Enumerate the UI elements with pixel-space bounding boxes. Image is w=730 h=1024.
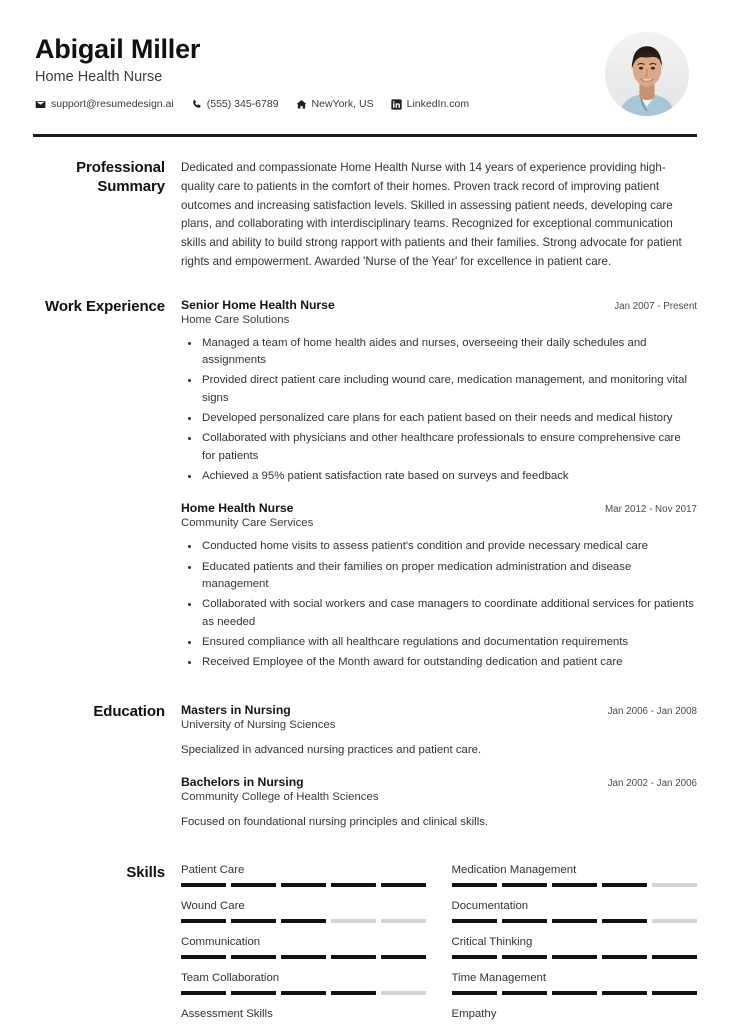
education-entry bbox=[181, 703, 697, 759]
education-institution: University of Nursing Sciences bbox=[181, 718, 336, 731]
skill-level-segment bbox=[602, 955, 647, 959]
skill-level-segment bbox=[502, 883, 547, 887]
skill-level-segment bbox=[502, 919, 547, 923]
skill-level-segment bbox=[281, 991, 326, 995]
skill-name: Empathy bbox=[451, 1007, 497, 1020]
skill-item bbox=[452, 972, 698, 1008]
skill-level-segment bbox=[181, 991, 226, 995]
skill-level-bar bbox=[452, 991, 698, 995]
list-item: Educated patients and their families on proper medication administration and disease management bbox=[181, 559, 697, 594]
contact-location[interactable] bbox=[296, 98, 374, 110]
skill-level-segment bbox=[552, 955, 597, 959]
skill-level-segment bbox=[231, 991, 276, 995]
list-item: Collaborated with social workers and case managers to coordinate additional services for patients as needed bbox=[181, 596, 697, 631]
list-item: Managed a team of home health aides and nurses, overseeing their daily schedules and assignments bbox=[181, 335, 697, 370]
experience-entry bbox=[181, 501, 697, 671]
skill-level-segment bbox=[181, 955, 226, 959]
skill-level-segment bbox=[381, 883, 426, 887]
skills-grid bbox=[181, 864, 697, 1024]
skill-level-segment bbox=[181, 883, 226, 887]
section-skills bbox=[33, 864, 697, 1024]
list-item: Achieved a 95% patient satisfaction rate based on surveys and feedback bbox=[181, 468, 697, 485]
page-title: Abigail Miller bbox=[35, 34, 201, 64]
avatar bbox=[605, 32, 689, 116]
skill-level-bar bbox=[181, 919, 427, 923]
skill-level-segment bbox=[502, 991, 547, 995]
summary-body bbox=[181, 159, 697, 272]
contact-linkedin-text: LinkedIn.com bbox=[406, 98, 470, 111]
section-title-skills: Skills bbox=[126, 863, 165, 881]
list-item: Collaborated with physicians and other healthcare professionals to ensure comprehensive care for patients bbox=[181, 430, 697, 465]
experience-bullet-list bbox=[181, 538, 697, 671]
skill-level-segment bbox=[602, 883, 647, 887]
skill-level-segment bbox=[502, 955, 547, 959]
skill-level-segment bbox=[552, 883, 597, 887]
skill-item bbox=[452, 936, 698, 972]
skill-name: Medication Management bbox=[451, 863, 577, 876]
education-dates: Jan 2006 - Jan 2008 bbox=[607, 705, 697, 717]
experience-dates: Mar 2012 - Nov 2017 bbox=[604, 504, 697, 516]
skill-level-segment bbox=[231, 919, 276, 923]
skill-level-segment bbox=[231, 955, 276, 959]
experience-dates: Jan 2007 - Present bbox=[614, 300, 697, 312]
skill-level-segment bbox=[652, 883, 697, 887]
skill-level-segment bbox=[331, 955, 376, 959]
education-institution: Community College of Health Sciences bbox=[181, 790, 379, 803]
education-description: Focused on foundational nursing principles and clinical skills. bbox=[181, 815, 489, 828]
contact-linkedin[interactable] bbox=[391, 98, 469, 110]
skill-level-segment bbox=[552, 991, 597, 995]
skill-level-segment bbox=[452, 991, 497, 995]
section-work-experience bbox=[33, 298, 697, 675]
section-title-education: Education bbox=[93, 702, 165, 720]
skill-level-segment bbox=[281, 919, 326, 923]
skill-name: Wound Care bbox=[181, 899, 245, 912]
skill-level-segment bbox=[281, 955, 326, 959]
experience-role: Senior Home Health Nurse bbox=[181, 297, 335, 312]
resume-header bbox=[33, 0, 697, 116]
list-item: Developed personalized care plans for each patient based on their needs and medical history bbox=[181, 410, 697, 427]
skill-name: Critical Thinking bbox=[451, 935, 533, 948]
education-entry bbox=[181, 775, 697, 831]
list-item: Provided direct patient care including wound care, medication management, and monitoring vital signs bbox=[181, 372, 697, 407]
home-icon bbox=[296, 99, 307, 110]
contact-location-text: NewYork, US bbox=[311, 98, 374, 111]
education-body bbox=[181, 703, 697, 834]
experience-entry bbox=[181, 298, 697, 486]
skill-level-bar bbox=[181, 883, 427, 887]
skill-level-segment bbox=[552, 919, 597, 923]
skill-level-bar bbox=[452, 955, 698, 959]
education-dates: Jan 2002 - Jan 2006 bbox=[607, 777, 697, 789]
experience-body bbox=[181, 298, 697, 675]
skill-item bbox=[452, 900, 698, 936]
contact-phone-text: (555) 345-6789 bbox=[206, 98, 279, 111]
skill-level-segment bbox=[602, 991, 647, 995]
skill-name: Documentation bbox=[451, 899, 529, 912]
linkedin-icon bbox=[391, 99, 402, 110]
contact-email[interactable] bbox=[35, 98, 174, 110]
skill-name: Time Management bbox=[451, 971, 547, 984]
education-degree: Bachelors in Nursing bbox=[181, 774, 304, 789]
experience-organization: Community Care Services bbox=[181, 517, 314, 530]
experience-entry-head bbox=[181, 298, 697, 312]
section-title-summary: Professional Summary bbox=[76, 159, 165, 195]
experience-role: Home Health Nurse bbox=[181, 501, 294, 516]
skill-item bbox=[181, 936, 427, 972]
skill-name: Patient Care bbox=[181, 863, 245, 876]
skill-item bbox=[181, 972, 427, 1008]
envelope-icon bbox=[35, 99, 46, 110]
phone-icon bbox=[191, 99, 202, 110]
skill-level-segment bbox=[652, 919, 697, 923]
skill-level-segment bbox=[381, 955, 426, 959]
experience-organization: Home Care Solutions bbox=[181, 313, 290, 326]
skill-item bbox=[181, 864, 427, 900]
skill-level-segment bbox=[181, 919, 226, 923]
skill-level-segment bbox=[602, 919, 647, 923]
header-identity bbox=[33, 30, 469, 110]
skill-level-segment bbox=[331, 883, 376, 887]
skill-name: Team Collaboration bbox=[181, 971, 280, 984]
skill-level-bar bbox=[452, 919, 698, 923]
skill-level-segment bbox=[452, 919, 497, 923]
education-entry-head bbox=[181, 775, 697, 789]
list-item: Received Employee of the Month award for outstanding dedication and patient care bbox=[181, 654, 697, 671]
skill-item bbox=[181, 900, 427, 936]
skill-level-bar bbox=[181, 955, 427, 959]
skill-name: Assessment Skills bbox=[181, 1007, 273, 1020]
skill-level-segment bbox=[381, 991, 426, 995]
skill-level-segment bbox=[452, 883, 497, 887]
skill-level-segment bbox=[231, 883, 276, 887]
summary-text: Dedicated and compassionate Home Health Nurse with 14 years of experience providing high-quality care to patients in the comfort of their homes. Proven track record of improving patient outcomes and increasing satisfaction levels. Skilled in assessing patient needs, developing care plans, and collaborating with interdisciplinary teams. Recognized for exceptional communication skills and ability to build strong rapport with patients and their families. Strong advocate for patient rights and empowerment. Awarded 'Nurse of the Year' for excellence in patient care. bbox=[181, 161, 682, 268]
skill-level-segment bbox=[331, 919, 376, 923]
section-title-experience: Work Experience bbox=[45, 297, 165, 315]
list-item: Ensured compliance with all healthcare regulations and documentation requirements bbox=[181, 634, 697, 651]
skill-level-segment bbox=[652, 991, 697, 995]
header-job-title: Home Health Nurse bbox=[35, 69, 163, 86]
education-degree: Masters in Nursing bbox=[181, 702, 291, 717]
skill-level-segment bbox=[381, 919, 426, 923]
skills-body bbox=[181, 864, 697, 1024]
experience-bullet-list bbox=[181, 335, 697, 486]
skill-level-bar bbox=[181, 991, 427, 995]
skill-level-segment bbox=[281, 883, 326, 887]
header-divider bbox=[33, 134, 697, 137]
skill-level-segment bbox=[331, 991, 376, 995]
skill-level-bar bbox=[452, 883, 698, 887]
skill-level-segment bbox=[652, 955, 697, 959]
education-entry-head bbox=[181, 703, 697, 717]
education-description: Specialized in advanced nursing practices and patient care. bbox=[181, 743, 482, 756]
list-item: Conducted home visits to assess patient's condition and provide necessary medical care bbox=[181, 538, 697, 555]
contact-email-text: support@resumedesign.ai bbox=[51, 98, 174, 111]
skill-item bbox=[452, 864, 698, 900]
section-education bbox=[33, 703, 697, 834]
contact-list bbox=[35, 98, 469, 110]
skill-level-segment bbox=[452, 955, 497, 959]
section-professional-summary bbox=[33, 159, 697, 272]
skill-item bbox=[181, 1008, 427, 1024]
skill-name: Communication bbox=[181, 935, 261, 948]
skill-item bbox=[452, 1008, 698, 1024]
contact-phone[interactable] bbox=[191, 98, 279, 110]
experience-entry-head bbox=[181, 501, 697, 515]
